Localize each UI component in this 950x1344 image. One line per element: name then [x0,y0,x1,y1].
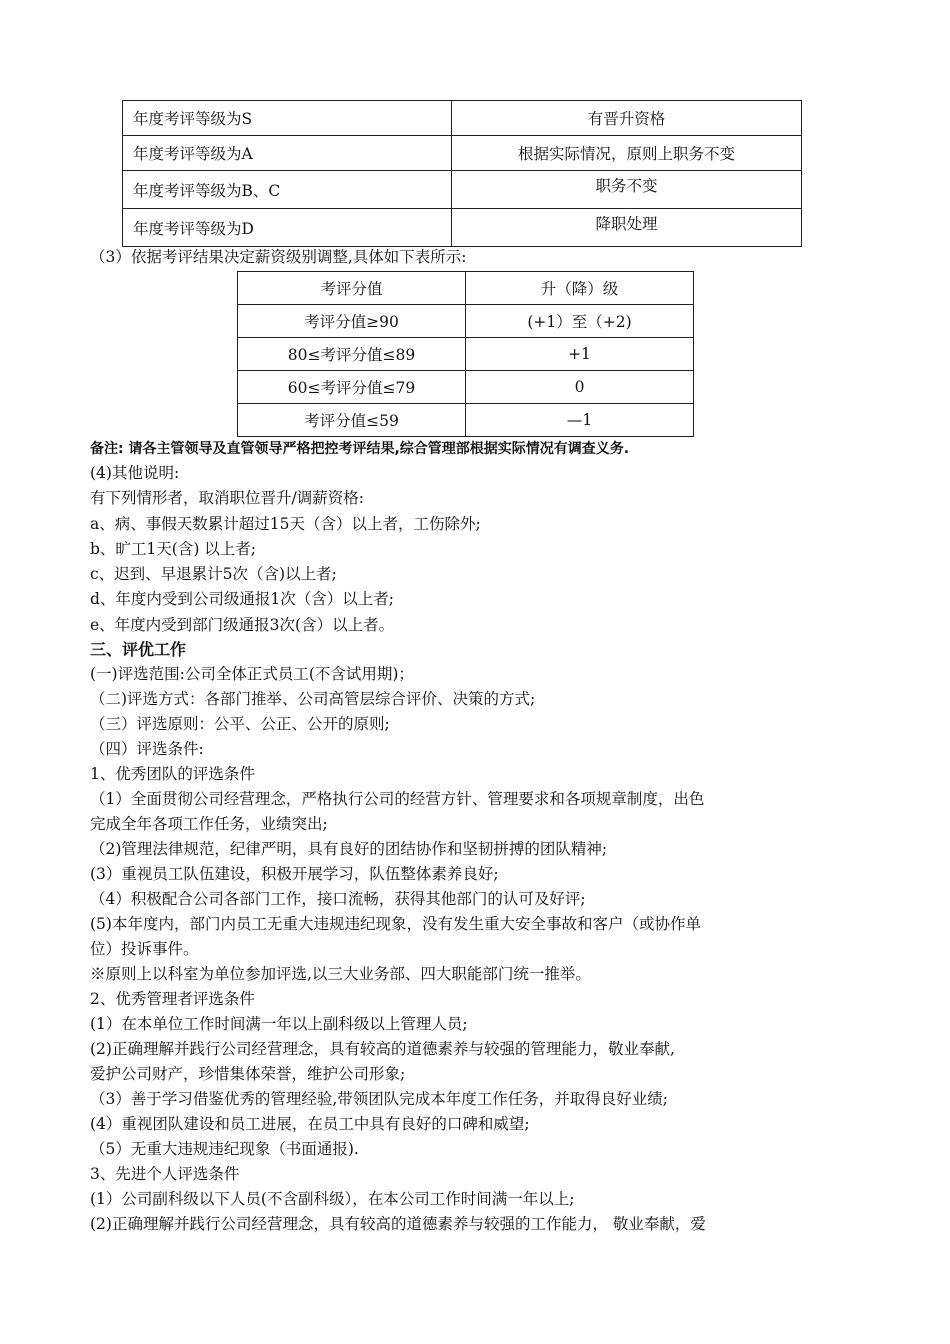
text-line: 2、优秀管理者评选条件 [90,990,255,1008]
promotion-table [122,100,802,247]
table-row [238,338,694,371]
table-cell: 年度考评等级为S [123,101,452,136]
text-line: （三）评选原则：公平、公正、公开的原则; [90,715,390,733]
table-cell: 80≤考评分值≤89 [238,338,466,371]
table-cell: 考评分值≥90 [238,305,466,338]
text-line: （四）评选条件: [90,740,204,758]
text-line: 爱护公司财产，珍惜集体荣誉，维护公司形象; [90,1065,406,1083]
text-line: b、旷工1天(含) 以上者; [90,540,257,558]
text-line: (1）公司副科级以下人员(不含副科级），在本公司工作时间满一年以上; [90,1190,575,1208]
text-line: (5)本年度内，部门内员工无重大违规违纪现象，没有发生重大安全事故和客户（或协作单 [90,915,701,933]
text-line: d、年度内受到公司级通报1次（含）以上者; [90,590,395,608]
text-line: (一)评选范围:公司全体正式员工(不含试用期)； [90,665,414,683]
text-line: (4)其他说明: [90,464,180,482]
text-line: a、病、事假天数累计超过15天（含）以上者，工伤除外; [90,515,481,533]
text-line: 1、优秀团队的评选条件 [90,765,255,783]
table-cell: 年度考评等级为D [123,209,452,247]
text-line: （2)管理法律规范，纪律严明，具有良好的团结协作和坚韧拼搏的团队精神; [90,840,608,858]
text-line: (3）重视员工队伍建设，积极开展学习，队伍整体素养良好; [90,865,499,883]
text-line: (2)正确理解并践行公司经营理念，具有较高的道德素养与较强的管理能力，敬业奉献, [90,1040,675,1058]
table-cell: —1 [466,404,694,437]
text-line: 位）投诉事件。 [90,940,199,958]
table-row [238,305,694,338]
text-line: （3）善于学习借鉴优秀的管理经验,带领团队完成本年度工作任务，并取得良好业绩; [90,1090,669,1108]
table-cell: 根据实际情况，原则上职务不变 [452,136,802,171]
text-line: （二)评选方式：各部门推举、公司高管层综合评价、决策的方式; [90,690,536,708]
table-cell: 降职处理 [452,209,802,247]
table-header-cell: 考评分值 [238,272,466,305]
text-line: 完成全年各项工作任务，业绩突出; [90,815,328,833]
text-line: (4）重视团队建设和员工进展，在员工中具有良好的口碑和威望; [90,1115,530,1133]
table-cell: 0 [466,371,694,404]
table-header-row [238,272,694,305]
table-cell: 考评分值≤59 [238,404,466,437]
salary-intro: （3）依据考评结果决定薪资级别调整,具体如下表所示: [90,248,467,266]
remark-note: 备注: 请各主管领导及直管领导严格把控考评结果,综合管理部根据实际情况有调查义务. [90,441,630,457]
text-line: 3、先进个人评选条件 [90,1165,240,1183]
table-header-cell: 升（降）级 [466,272,694,305]
text-line: （4）积极配合公司各部门工作，接口流畅，获得其他部门的认可及好评; [90,890,586,908]
text-line: (1）在本单位工作时间满一年以上副科级以上管理人员; [90,1015,468,1033]
table-cell: +1 [466,338,694,371]
table-row [238,404,694,437]
text-line: 有下列情形者，取消职位晋升/调薪资格: [90,489,364,507]
table-row [123,209,802,247]
table-cell: 职务不变 [452,171,802,209]
text-line: （1）全面贯彻公司经营理念，严格执行公司的经营方针、管理要求和各项规章制度，出色 [90,790,705,808]
table-cell: 年度考评等级为B、C [123,171,452,209]
section-title: 三、评优工作 [90,640,187,659]
table-cell: 年度考评等级为A [123,136,452,171]
text-line: (2)正确理解并践行公司经营理念，具有较高的道德素养与较强的工作能力， 敬业奉献，爱 [90,1215,706,1233]
table-row [123,101,802,136]
text-line: （5）无重大违规违纪现象（书面通报). [90,1140,359,1158]
table-row [123,171,802,209]
table-cell: 有晋升资格 [452,101,802,136]
text-line: c、迟到、早退累计5次（含)以上者; [90,565,337,583]
text-line: e、年度内受到部门级通报3次(含）以上者。 [90,616,395,634]
table-cell: 60≤考评分值≤79 [238,371,466,404]
table-cell: (+1）至（+2) [466,305,694,338]
table-row [123,136,802,171]
salary-table [237,271,694,437]
text-line: ※原则上以科室为单位参加评选,以三大业务部、四大职能部门统一推举。 [90,965,591,983]
table-row [238,371,694,404]
